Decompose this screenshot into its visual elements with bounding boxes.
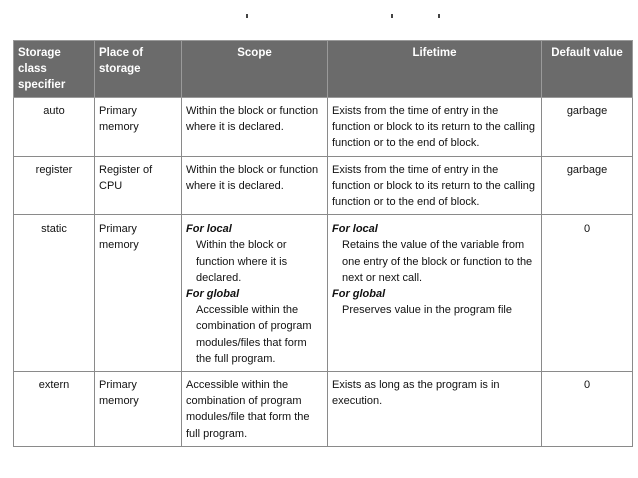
top-artifact-marks — [0, 14, 638, 26]
scope-global-text: Accessible within the combination of program modules/files that form the full program. — [196, 304, 312, 365]
cell-scope: Within the block or function where it is declared. — [182, 156, 328, 215]
table-row — [14, 98, 633, 157]
scope-local-text: Within the block or function where it is declared. — [196, 239, 288, 284]
artifact-mark — [438, 14, 440, 18]
cell-scope: Within the block or function where it is declared. — [182, 98, 328, 157]
cell-place: Primary memory — [95, 215, 182, 372]
cell-default: garbage — [542, 156, 633, 215]
header-scope: Scope — [182, 41, 328, 98]
header-specifier: Storage class specifier — [14, 41, 95, 98]
cell-specifier: register — [14, 156, 95, 215]
cell-lifetime: Exists from the time of entry in the function or block to its return to the calling function or to the end of block. — [328, 156, 542, 215]
table-row — [14, 372, 633, 447]
scope-global-label: For global — [186, 288, 240, 301]
cell-place: Primary memory — [95, 372, 182, 447]
lifetime-global-text: Preserves value in the program file — [342, 304, 512, 317]
cell-specifier: auto — [14, 98, 95, 157]
cell-default: 0 — [542, 215, 633, 372]
cell-lifetime: Exists as long as the program is in execution. — [328, 372, 542, 447]
lifetime-local-text: Retains the value of the variable from one entry of the block or function to the next or next call. — [342, 239, 533, 284]
artifact-mark — [246, 14, 248, 18]
cell-lifetime — [328, 215, 542, 372]
cell-place: Primary memory — [95, 98, 182, 157]
table-row — [14, 156, 633, 215]
header-lifetime: Lifetime — [328, 41, 542, 98]
cell-scope: Accessible within the combination of program modules/file that form the full program. — [182, 372, 328, 447]
cell-default: garbage — [542, 98, 633, 157]
cell-default: 0 — [542, 372, 633, 447]
lifetime-global-label: For global — [332, 288, 386, 301]
cell-lifetime: Exists from the time of entry in the function or block to its return to the calling function or to the end of block. — [328, 98, 542, 157]
cell-place: Register of CPU — [95, 156, 182, 215]
artifact-mark — [391, 14, 393, 18]
scope-local-label: For local — [186, 223, 232, 236]
cell-specifier: extern — [14, 372, 95, 447]
cell-scope — [182, 215, 328, 372]
cell-specifier: static — [14, 215, 95, 372]
header-place: Place of storage — [95, 41, 182, 98]
storage-class-table — [13, 40, 633, 447]
lifetime-local-label: For local — [332, 223, 378, 236]
table-header-row — [14, 41, 633, 98]
header-default: Default value — [542, 41, 633, 98]
table-row — [14, 215, 633, 372]
